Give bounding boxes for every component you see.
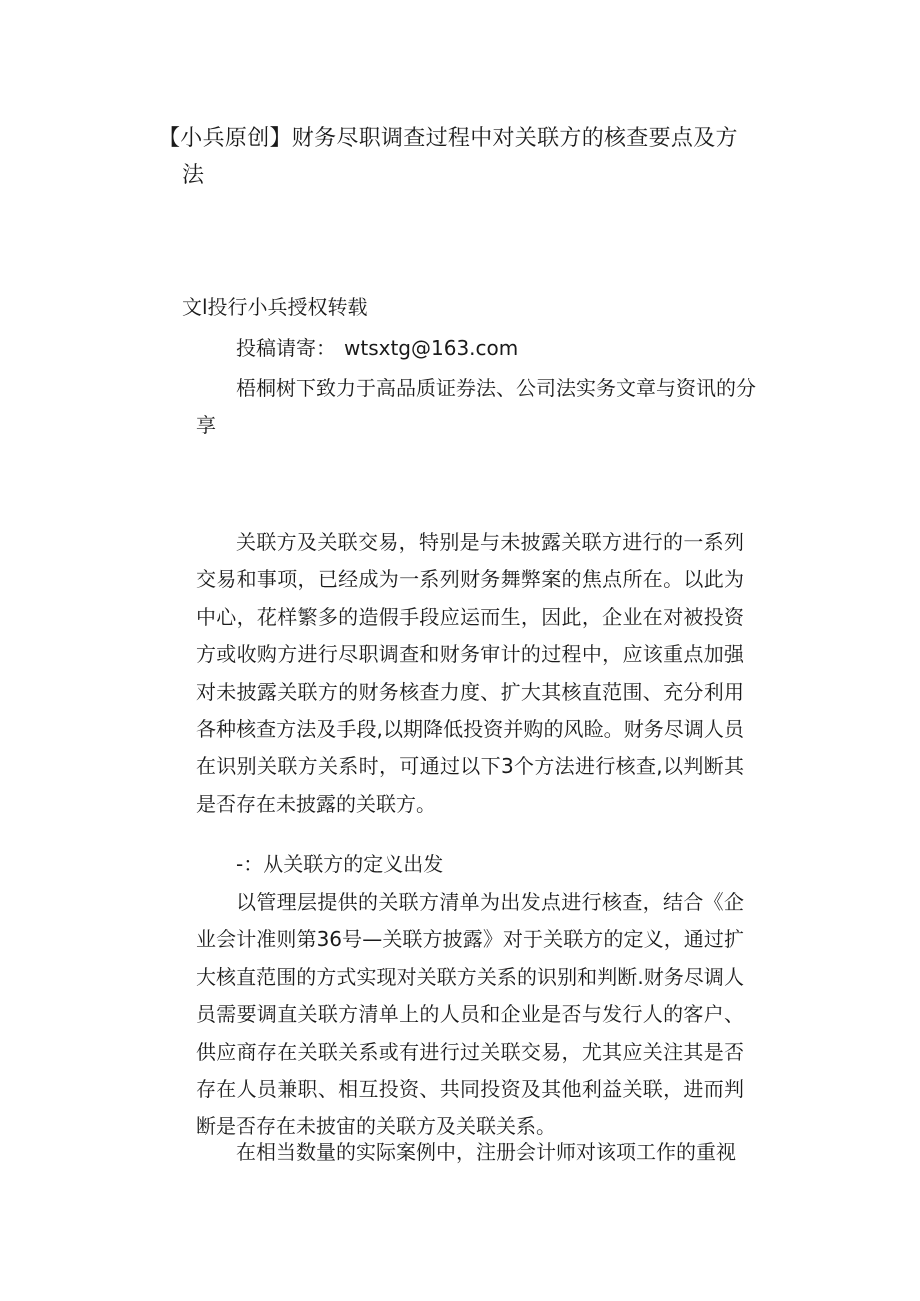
body-paragraph-3: 在相当数量的实际案例中，注册会计师对该项工作的重视 bbox=[236, 1140, 736, 1164]
contact-line bbox=[236, 333, 518, 363]
section-heading: -：从关联方的定义出发 bbox=[236, 852, 444, 876]
intro-paragraph: 梧桐树下致力于高品质证券法、公司法实务文章与资讯的分享 bbox=[196, 376, 756, 437]
byline: 文l投行小兵授权转载 bbox=[182, 295, 368, 319]
title-line-2: 法 bbox=[182, 163, 205, 188]
body-paragraph-1: 关联方及关联交易，特别是与未披露关联方进行的一系列交易和事项，已经成为一系列财务舞弊案的焦点所在。以此为中心，花样繁多的造假手段应运而生，因此，企业在对被投资方或收购方进行尽职调查和财务审计的过程中，应该重点加强对未披露关联方的财务核查力度、扩大其核直范围、充分利用各种核查方法及手段,以期降低投资并购的风睑。财务尽调人员在识别关联方关系时，可通过以下3个方法进行核查,以判断其是否存在未披露的关联方。 bbox=[196, 530, 744, 816]
contact-email: wtsxtg@163.com bbox=[344, 336, 519, 360]
page-title bbox=[158, 120, 758, 194]
title-line-1: 【小兵原创】财务尽职调查过程中对关联方的核查要点及方 bbox=[158, 126, 738, 151]
body-paragraph-2: 以管理层提供的关联方清单为出发点进行核查，结合《企业会计准则第36号—关联方披露》对于关联方的定义，通过扩大核直范围的方式实现对关联方关系的识别和判断.财务尽调人员需要调直关联方清单上的人员和企业是否与发行人的客户、供应商存在关联关系或有进行过关联交易，尤其应关注其是否存在人员兼职、相互投资、共同投资及其他利益关联，进而判断是否存在未披宙的关联方及关联关系。 bbox=[196, 890, 744, 1139]
contact-label: 投稿请寄： bbox=[236, 336, 336, 360]
